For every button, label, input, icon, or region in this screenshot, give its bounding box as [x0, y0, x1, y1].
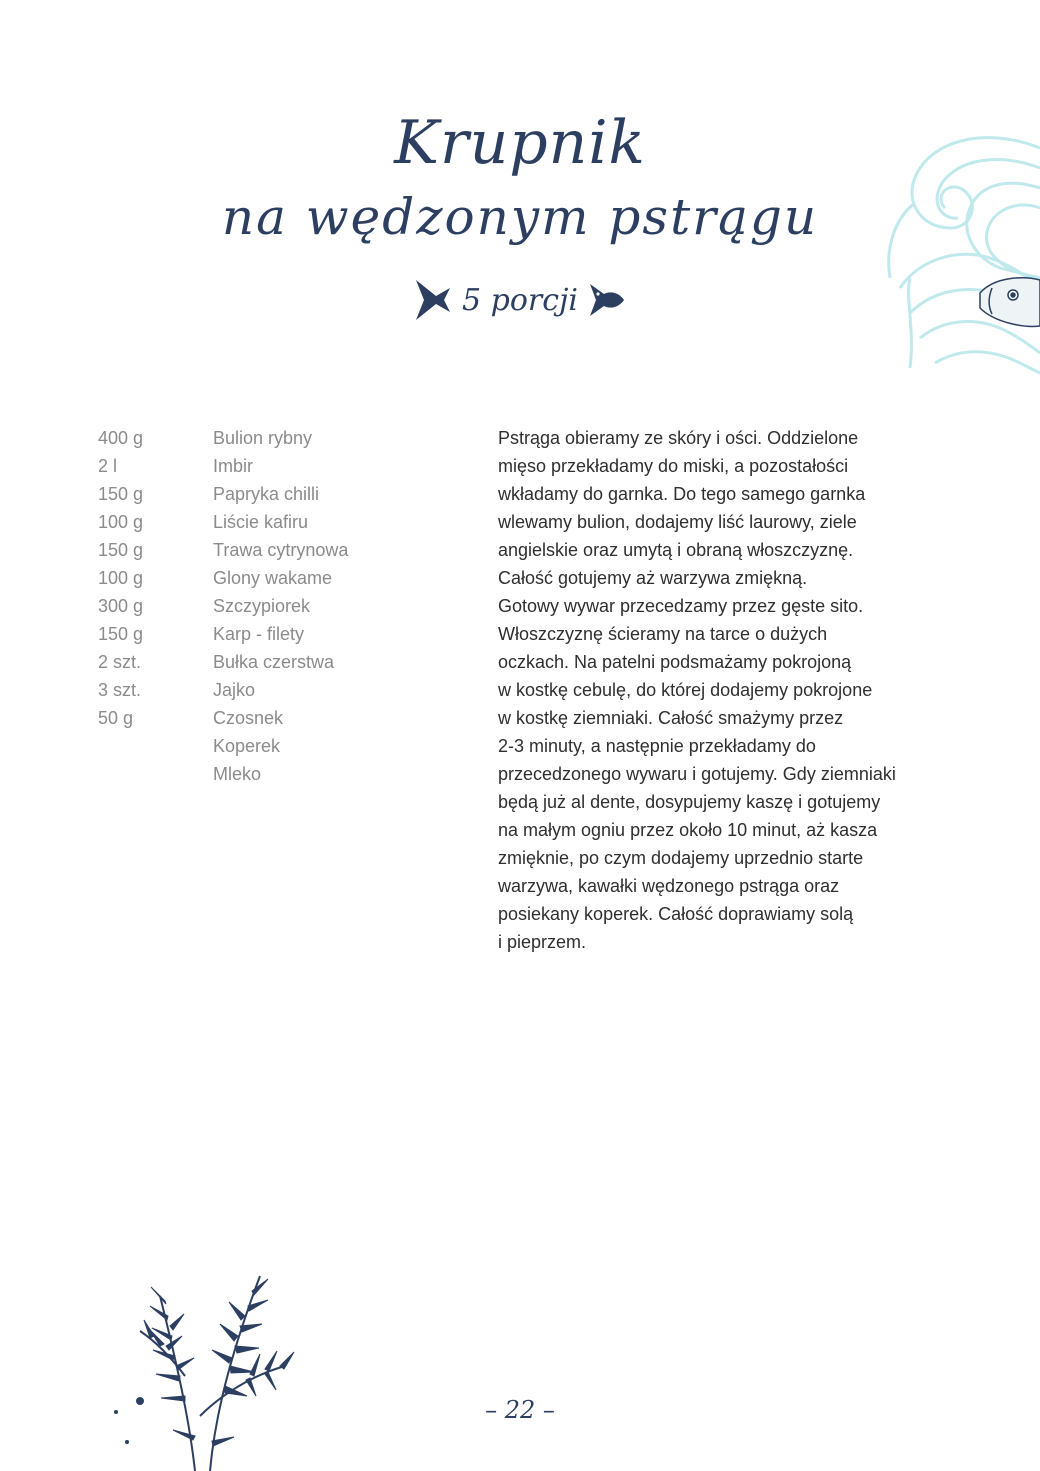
ingredient-amount: 2 l [98, 456, 118, 476]
ingredient-name: Imbir [213, 456, 253, 476]
instruction-line: wlewamy bulion, dodajemy liść laurowy, ziele [498, 512, 857, 532]
instruction-line: na małym ogniu przez około 10 minut, aż kasza [498, 820, 878, 840]
instruction-line: Całość gotujemy aż warzywa zmiękną. [498, 568, 808, 588]
ingredient-amount: 100 g [98, 512, 144, 532]
ingredient-name: Jajko [213, 680, 256, 700]
ingredient-row [98, 676, 348, 704]
ingredient-name: Glony wakame [213, 568, 333, 588]
ingredient-name: Szczypiorek [213, 596, 311, 616]
ingredient-row [98, 592, 348, 620]
instructions-text [498, 424, 896, 956]
fish-right-icon [586, 278, 626, 322]
ingredient-name: Czosnek [213, 708, 284, 728]
ingredients-list [98, 424, 348, 788]
instruction-line: mięso przekładamy do miski, a pozostałości [498, 456, 849, 476]
instruction-line: Włoszczyznę ścieramy na tarce o dużych [498, 624, 828, 644]
instruction-line: warzywa, kawałki wędzonego pstrąga oraz [498, 876, 840, 896]
instruction-line: będą już al dente, dosypujemy kaszę i gotujemy [498, 792, 881, 812]
ingredient-row [98, 536, 348, 564]
instruction-line: w kostkę cebulę, do której dodajemy pokrojone [498, 680, 873, 700]
recipe-title-line1: Krupnik [394, 108, 646, 178]
ingredient-amount: 300 g [98, 596, 144, 616]
instruction-line: w kostkę ziemniaki. Całość smażymy przez [498, 708, 844, 728]
page-number: – 22 – [485, 1396, 555, 1424]
instruction-line: zmięknie, po czym dodajemy uprzednio starte [498, 848, 864, 868]
ingredient-name: Bulion rybny [213, 428, 313, 448]
ingredient-amount [98, 760, 213, 788]
ingredient-row [98, 648, 348, 676]
ingredient-name: Bułka czerstwa [213, 652, 335, 672]
servings-text: 5 porcji [462, 282, 578, 318]
ingredient-amount: 100 g [98, 568, 144, 588]
ingredient-name: Papryka chilli [213, 484, 320, 504]
instruction-line: przecedzonego wywaru i gotujemy. Gdy ziemniaki [498, 764, 896, 784]
fish-left-icon [414, 278, 454, 322]
ingredient-row [98, 508, 348, 536]
instruction-line: 2-3 minuty, a następnie przekładamy do [498, 736, 816, 756]
ingredient-row [98, 620, 348, 648]
ingredient-name: Trawa cytrynowa [213, 540, 349, 560]
ingredient-row [98, 424, 348, 452]
ingredient-amount: 150 g [98, 484, 144, 504]
ingredient-amount: 150 g [98, 624, 144, 644]
ingredient-row [98, 732, 348, 760]
ingredient-row [98, 760, 348, 788]
recipe-title-line2: na wędzonym pstrągu [221, 188, 819, 246]
ingredient-name: Koperek [213, 736, 281, 756]
ingredient-name: Liście kafiru [213, 512, 309, 532]
instruction-line: angielskie oraz umytą i obraną włoszczyznę. [498, 540, 854, 560]
instruction-line: Gotowy wywar przecedzamy przez gęste sito. [498, 596, 864, 616]
instruction-line: oczkach. Na patelni podsmażamy pokrojoną [498, 652, 852, 672]
instruction-line: i pieprzem. [498, 932, 587, 952]
rosemary-illustration [100, 1266, 310, 1471]
ingredient-row [98, 564, 348, 592]
servings-badge [0, 278, 1040, 322]
instruction-line: posiekany koperek. Całość doprawiamy solą [498, 904, 854, 924]
ingredient-row [98, 452, 348, 480]
instruction-line: wkładamy do garnka. Do tego samego garnka [498, 484, 866, 504]
ingredient-amount: 400 g [98, 428, 144, 448]
ingredient-amount: 2 szt. [98, 652, 142, 672]
ingredient-amount: 150 g [98, 540, 144, 560]
ingredient-amount [98, 732, 213, 760]
ingredient-row [98, 480, 348, 508]
ingredient-amount: 50 g [98, 708, 134, 728]
instruction-line: Pstrąga obieramy ze skóry i ości. Oddzielone [498, 428, 859, 448]
ingredient-name: Karp - filety [213, 624, 305, 644]
ingredient-amount: 3 szt. [98, 680, 142, 700]
ingredient-row [98, 704, 348, 732]
ingredient-name: Mleko [213, 764, 262, 784]
